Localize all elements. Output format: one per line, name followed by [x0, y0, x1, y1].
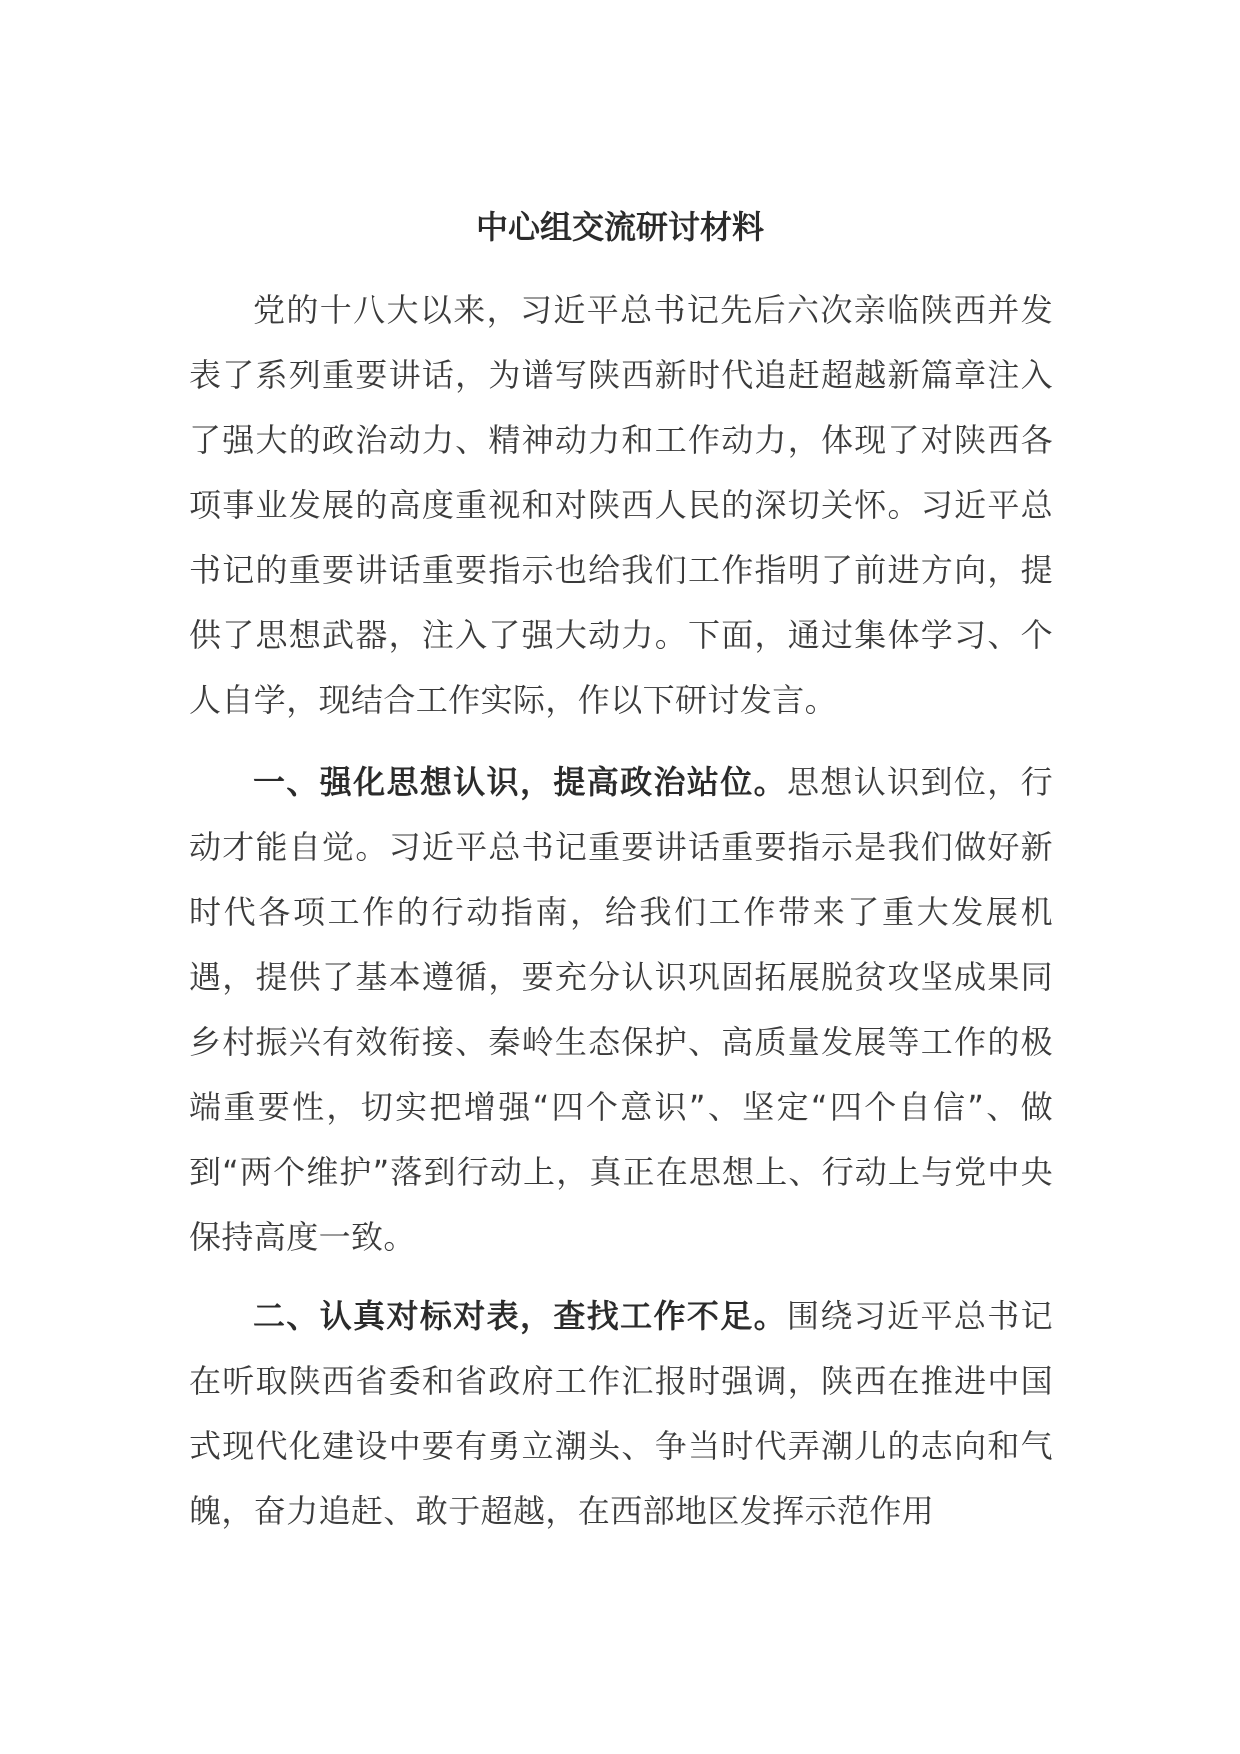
section-two-text: 围绕习近平总书记在听取陕西省委和省政府工作汇报时强调，陕西在推进中国式现代化建设中要有勇立潮头、争当时代弄潮儿的志向和气魄，奋力追赶、敢于超越，在西部地区发挥示范作用: [189, 1297, 1053, 1530]
paragraph-section-two: [189, 1284, 1053, 1544]
section-two-heading: 二、认真对标对表，查找工作不足。: [253, 1297, 787, 1335]
document-title: 中心组交流研讨材料: [475, 208, 764, 246]
paragraph-intro-text: 党的十八大以来，习近平总书记先后六次亲临陕西并发表了系列重要讲话，为谱写陕西新时代追赶超越新篇章注入了强大的政治动力、精神动力和工作动力，体现了对陕西各项事业发展的高度重视和对陕西人民的深切关怀。习近平总书记的重要讲话重要指示也给我们工作指明了前进方向，提供了思想武器，注入了强大动力。下面，通过集体学习、个人自学，现结合工作实际，作以下研讨发言。: [189, 291, 1053, 719]
paragraph-intro: [189, 278, 1053, 733]
section-one-text: 思想认识到位，行动才能自觉。习近平总书记重要讲话重要指示是我们做好新时代各项工作的行动指南，给我们工作带来了重大发展机遇，提供了基本遵循，要充分认识巩固拓展脱贫攻坚成果同乡村振兴有效衔接、秦岭生态保护、高质量发展等工作的极端重要性，切实把增强“四个意识”、坚定“四个自信”、做到“两个维护”落到行动上，真正在思想上、行动上与党中央保持高度一致。: [189, 763, 1053, 1256]
paragraph-section-one: [189, 750, 1053, 1270]
section-one-heading: 一、强化思想认识，提高政治站位。: [253, 763, 787, 801]
